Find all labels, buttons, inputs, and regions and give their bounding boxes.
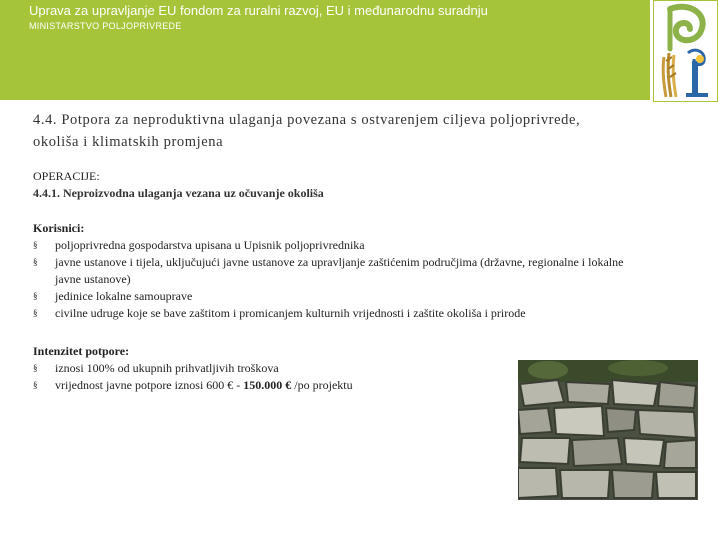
bullet-icon: §: [33, 380, 38, 390]
header-subtitle: MINISTARSTVO POLJOPRIVREDE: [29, 21, 182, 31]
operations-item: 4.4.1. Neproizvodna ulaganja vezana uz očuvanje okoliša: [33, 186, 324, 200]
list-item: § javne ustanove i tijela, uključujući javne ustanove za upravljanje zaštićenim područjima (državne, regionalne i lokalne javne ustanove): [33, 255, 624, 286]
header-banner: [0, 0, 650, 100]
bullet-icon: §: [33, 257, 38, 267]
ministry-logo-icon: [654, 1, 717, 101]
bullet-icon: §: [33, 308, 38, 318]
ministry-logo: [653, 0, 718, 102]
list-item: § vrijednost javne potpore iznosi 600 € - 150.000 € /po projektu: [33, 378, 353, 392]
intensity-section: [33, 343, 503, 394]
stone-wall-image: [518, 360, 698, 500]
heading-line-2: okoliša i klimatskih promjena: [33, 134, 224, 150]
bullet-icon: §: [33, 291, 38, 301]
operations-section: [33, 168, 324, 202]
intensity-label: Intenzitet potpore:: [33, 344, 130, 358]
beneficiaries-label: Korisnici:: [33, 221, 85, 235]
bullet-icon: §: [33, 240, 38, 250]
list-item: § civilne udruge koje se bave zaštitom i promicanjem kulturnih vrijednosti i zaštite okoliša i prirode: [33, 306, 526, 320]
list-item: § iznosi 100% od ukupnih prihvatljivih troškova: [33, 361, 279, 375]
intensity-list: [33, 360, 503, 394]
beneficiaries-section: [33, 220, 633, 322]
beneficiaries-list: [33, 237, 633, 322]
list-item: § jedinice lokalne samouprave: [33, 289, 193, 303]
header-title: Uprava za upravljanje EU fondom za ruralni razvoj, EU i međunarodnu suradnju: [29, 3, 488, 18]
bullet-icon: §: [33, 363, 38, 373]
heading-line-1: 4.4. Potpora za neproduktivna ulaganja povezana s ostvarenjem ciljeva poljoprivrede,: [33, 112, 581, 128]
section-heading: [33, 109, 673, 153]
list-item: § poljoprivredna gospodarstva upisana u Upisnik poljoprivrednika: [33, 238, 365, 252]
stone-wall-photo: [518, 360, 698, 500]
operations-label: OPERACIJE:: [33, 169, 100, 183]
